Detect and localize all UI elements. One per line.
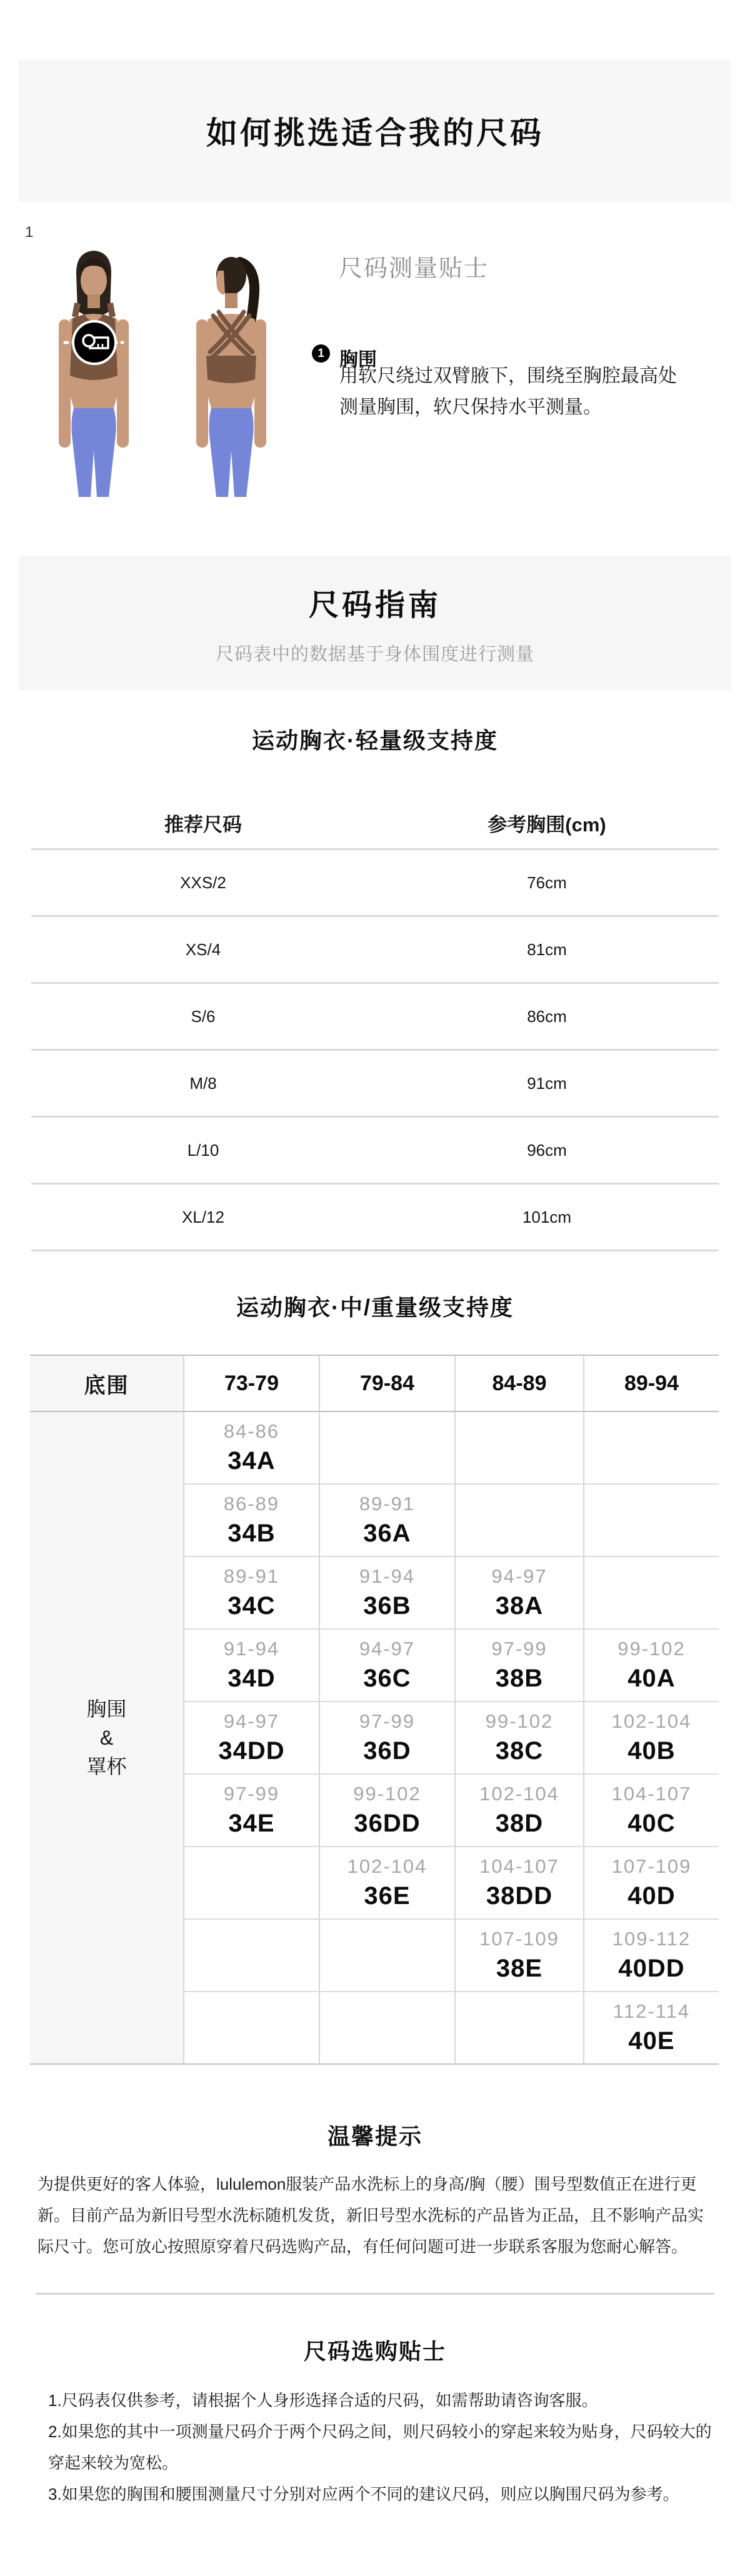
bust-range: 91-94 <box>359 1565 416 1587</box>
band-header: 79-84 <box>320 1356 456 1412</box>
light-col-bust: 参考胸围(cm) <box>488 814 606 836</box>
size-guide-banner <box>19 556 731 690</box>
bra-size-cell <box>584 1920 719 1992</box>
cup-size: 36C <box>363 1665 411 1692</box>
section-divider <box>36 2293 714 2295</box>
cup-size: 40E <box>628 2027 675 2055</box>
light-table-row <box>31 850 719 917</box>
underband-corner-label: 底围 <box>30 1356 184 1412</box>
bra-size-cell <box>584 1557 719 1630</box>
cup-size: 38C <box>495 1737 544 1765</box>
bra-size-cell <box>456 1412 584 1485</box>
bra-size-cell <box>184 1920 320 1992</box>
tape-measure-icon <box>73 321 116 364</box>
shopping-tip-item: 3.如果您的胸围和腰围测量尺寸分别对应两个不同的建议尺码，则应以胸围尺码为参考。 <box>48 2485 679 2503</box>
heavy-support-heading: 运动胸衣·中/重量级支持度 <box>236 1295 514 1320</box>
band-header: 73-79 <box>184 1356 320 1412</box>
bust-range: 89-91 <box>359 1493 416 1515</box>
light-col-size: 推荐尺码 <box>164 814 242 836</box>
bust-range: 107-109 <box>611 1855 692 1877</box>
bust-range: 102-104 <box>611 1710 692 1732</box>
light-table-row <box>31 1185 719 1251</box>
bra-size-cell <box>456 1992 584 2065</box>
light-support-rows <box>31 850 719 1251</box>
bra-size-cell <box>584 1412 719 1485</box>
shopping-tip-item: 1.尺码表仅供参考，请根据个人身形选择合适的尺码，如需帮助请咨询客服。 <box>48 2391 598 2410</box>
bra-size-cell <box>320 1702 456 1775</box>
measure-tips-heading: 尺码测量贴士 <box>339 256 489 282</box>
cup-size: 34C <box>228 1592 276 1620</box>
bust-range: 104-107 <box>479 1855 559 1877</box>
cup-size: 40B <box>628 1737 676 1765</box>
bra-size-cell <box>320 1557 456 1630</box>
bra-size-cell <box>584 1630 719 1702</box>
heavy-support-table <box>30 1355 719 2065</box>
cup-size: 40D <box>628 1882 676 1910</box>
bust-range: 102-104 <box>479 1783 559 1805</box>
size-value: L/10 <box>187 1140 219 1160</box>
cup-size: 40DD <box>618 1955 685 1982</box>
step-description-line2: 测量胸围，软尺保持水平测量。 <box>339 397 602 418</box>
bust-value: 76cm <box>527 873 567 892</box>
cup-size: 38DD <box>486 1882 553 1910</box>
cup-size: 38A <box>495 1592 544 1620</box>
bra-size-cell <box>320 1630 456 1702</box>
bust-range: 99-102 <box>618 1638 686 1660</box>
bust-cup-row-header <box>30 1412 184 2065</box>
row-header-line: 胸围 <box>86 1698 127 1720</box>
bra-size-cell <box>184 1412 320 1485</box>
bra-size-cell <box>584 1847 719 1920</box>
light-table-header <box>31 798 719 850</box>
cup-size: 38B <box>495 1665 544 1692</box>
cup-size: 34DD <box>218 1737 285 1765</box>
bra-size-cell <box>456 1630 584 1702</box>
bra-size-cell <box>320 1920 456 1992</box>
notice-heading: 温馨提示 <box>327 2123 422 2149</box>
size-guide-subtitle: 尺码表中的数据基于身体围度进行测量 <box>215 644 534 664</box>
bust-value: 101cm <box>522 1207 572 1226</box>
bra-size-cell <box>456 1847 584 1920</box>
model-photos <box>38 241 300 497</box>
cup-size: 34A <box>228 1447 276 1475</box>
bra-size-cell <box>320 1847 456 1920</box>
light-table-row <box>31 1051 719 1118</box>
cup-size: 34D <box>228 1665 276 1692</box>
row-header-line: 罩杯 <box>86 1755 127 1778</box>
bust-value: 96cm <box>527 1140 567 1160</box>
bust-range: 112-114 <box>612 2000 691 2022</box>
back-model-illustration <box>196 257 266 497</box>
bust-range: 94-97 <box>223 1710 280 1732</box>
bust-range: 94-97 <box>491 1565 548 1587</box>
step-description-line1: 用软尺绕过双臂腋下，围绕至胸腔最高处 <box>339 366 677 386</box>
bust-value: 86cm <box>527 1006 567 1026</box>
bust-range: 97-99 <box>359 1710 416 1732</box>
cup-size: 40C <box>628 1810 676 1837</box>
bra-size-cell <box>184 1992 320 2065</box>
light-table-row <box>31 984 719 1051</box>
bust-range: 109-112 <box>612 1928 691 1950</box>
light-support-table <box>31 798 719 1251</box>
cup-size: 36A <box>363 1520 411 1547</box>
light-table-row <box>31 917 719 984</box>
bust-range: 104-107 <box>611 1783 692 1805</box>
size-value: M/8 <box>189 1073 217 1093</box>
bra-size-cell <box>584 1702 719 1775</box>
bra-size-cell <box>584 1992 719 2065</box>
bra-size-cell <box>584 1485 719 1557</box>
front-model-illustration <box>59 251 129 497</box>
cup-size: 36B <box>363 1592 411 1620</box>
bra-size-cell <box>456 1702 584 1775</box>
bust-range: 99-102 <box>485 1710 554 1732</box>
step-title: 胸围 <box>339 349 377 370</box>
bust-range: 97-99 <box>491 1638 548 1660</box>
page-title-banner <box>19 59 731 202</box>
shopping-tips-list <box>48 2385 714 2510</box>
bust-range: 107-109 <box>479 1928 559 1950</box>
bra-size-cell <box>584 1775 719 1847</box>
bust-range: 84-86 <box>223 1420 280 1442</box>
band-header: 89-94 <box>584 1356 719 1412</box>
shopping-tip-item: 2.如果您的其中一项测量尺码介于两个尺码之间，则尺码较小的穿起来较为贴身，尺码较大的穿起来较为宽松。 <box>48 2422 712 2472</box>
band-header: 84-89 <box>456 1356 584 1412</box>
bra-size-cell <box>184 1485 320 1557</box>
size-value: XXS/2 <box>180 873 226 892</box>
bust-value: 91cm <box>527 1073 567 1093</box>
size-value: S/6 <box>191 1006 216 1026</box>
row-header-line: & <box>99 1727 114 1749</box>
bust-range: 97-99 <box>223 1783 280 1805</box>
bra-size-cell <box>456 1557 584 1630</box>
step-description <box>339 361 677 423</box>
cup-size: 36D <box>363 1737 411 1765</box>
cup-size: 40A <box>628 1665 676 1692</box>
bra-size-cell <box>320 1775 456 1847</box>
bust-range: 94-97 <box>359 1638 416 1660</box>
light-support-heading: 运动胸衣·轻量级支持度 <box>252 728 498 753</box>
bra-size-cell <box>184 1557 320 1630</box>
step-number-badge: 1 <box>312 344 330 363</box>
cup-size: 34B <box>228 1520 276 1547</box>
bra-size-cell <box>184 1847 320 1920</box>
bust-range: 89-91 <box>223 1565 280 1587</box>
shopping-tips-heading: 尺码选购贴士 <box>303 2338 446 2364</box>
bra-size-cell <box>320 1412 456 1485</box>
bra-size-cell <box>184 1775 320 1847</box>
bust-range: 99-102 <box>353 1783 421 1805</box>
bra-size-cell <box>184 1702 320 1775</box>
cup-size: 38D <box>495 1810 544 1837</box>
bra-size-cell <box>456 1775 584 1847</box>
size-value: XL/12 <box>182 1207 224 1226</box>
cup-size: 36E <box>364 1882 411 1910</box>
bra-size-cell <box>456 1485 584 1557</box>
bust-range: 86-89 <box>223 1493 280 1515</box>
cup-size: 36DD <box>354 1810 421 1837</box>
cup-size: 34E <box>228 1810 275 1837</box>
size-guide-title: 尺码指南 <box>308 589 441 622</box>
size-value: XS/4 <box>185 940 221 959</box>
bust-value: 81cm <box>527 940 567 959</box>
page-title: 如何挑选适合我的尺码 <box>206 116 544 151</box>
bust-range: 102-104 <box>347 1855 428 1877</box>
cup-size: 38E <box>496 1955 543 1982</box>
photo-index: 1 <box>25 224 34 241</box>
bra-size-cell <box>456 1920 584 1992</box>
notice-body: 为提供更好的客人体验，lululemon服装产品水洗标上的身高/胸（腰）围号型数值正在进行更新。目前产品为新旧号型水洗标随机发货，新旧号型水洗标的产品皆为正品，且不影响产品实际尺寸。您可放心按照原穿着尺码选购产品，有任何问题可进一步联系客服为您耐心解答。 <box>38 2175 704 2256</box>
bust-range: 91-94 <box>223 1638 280 1660</box>
bra-size-cell <box>320 1485 456 1557</box>
bra-size-cell <box>184 1630 320 1702</box>
light-table-row <box>31 1118 719 1185</box>
bra-size-cell <box>320 1992 456 2065</box>
